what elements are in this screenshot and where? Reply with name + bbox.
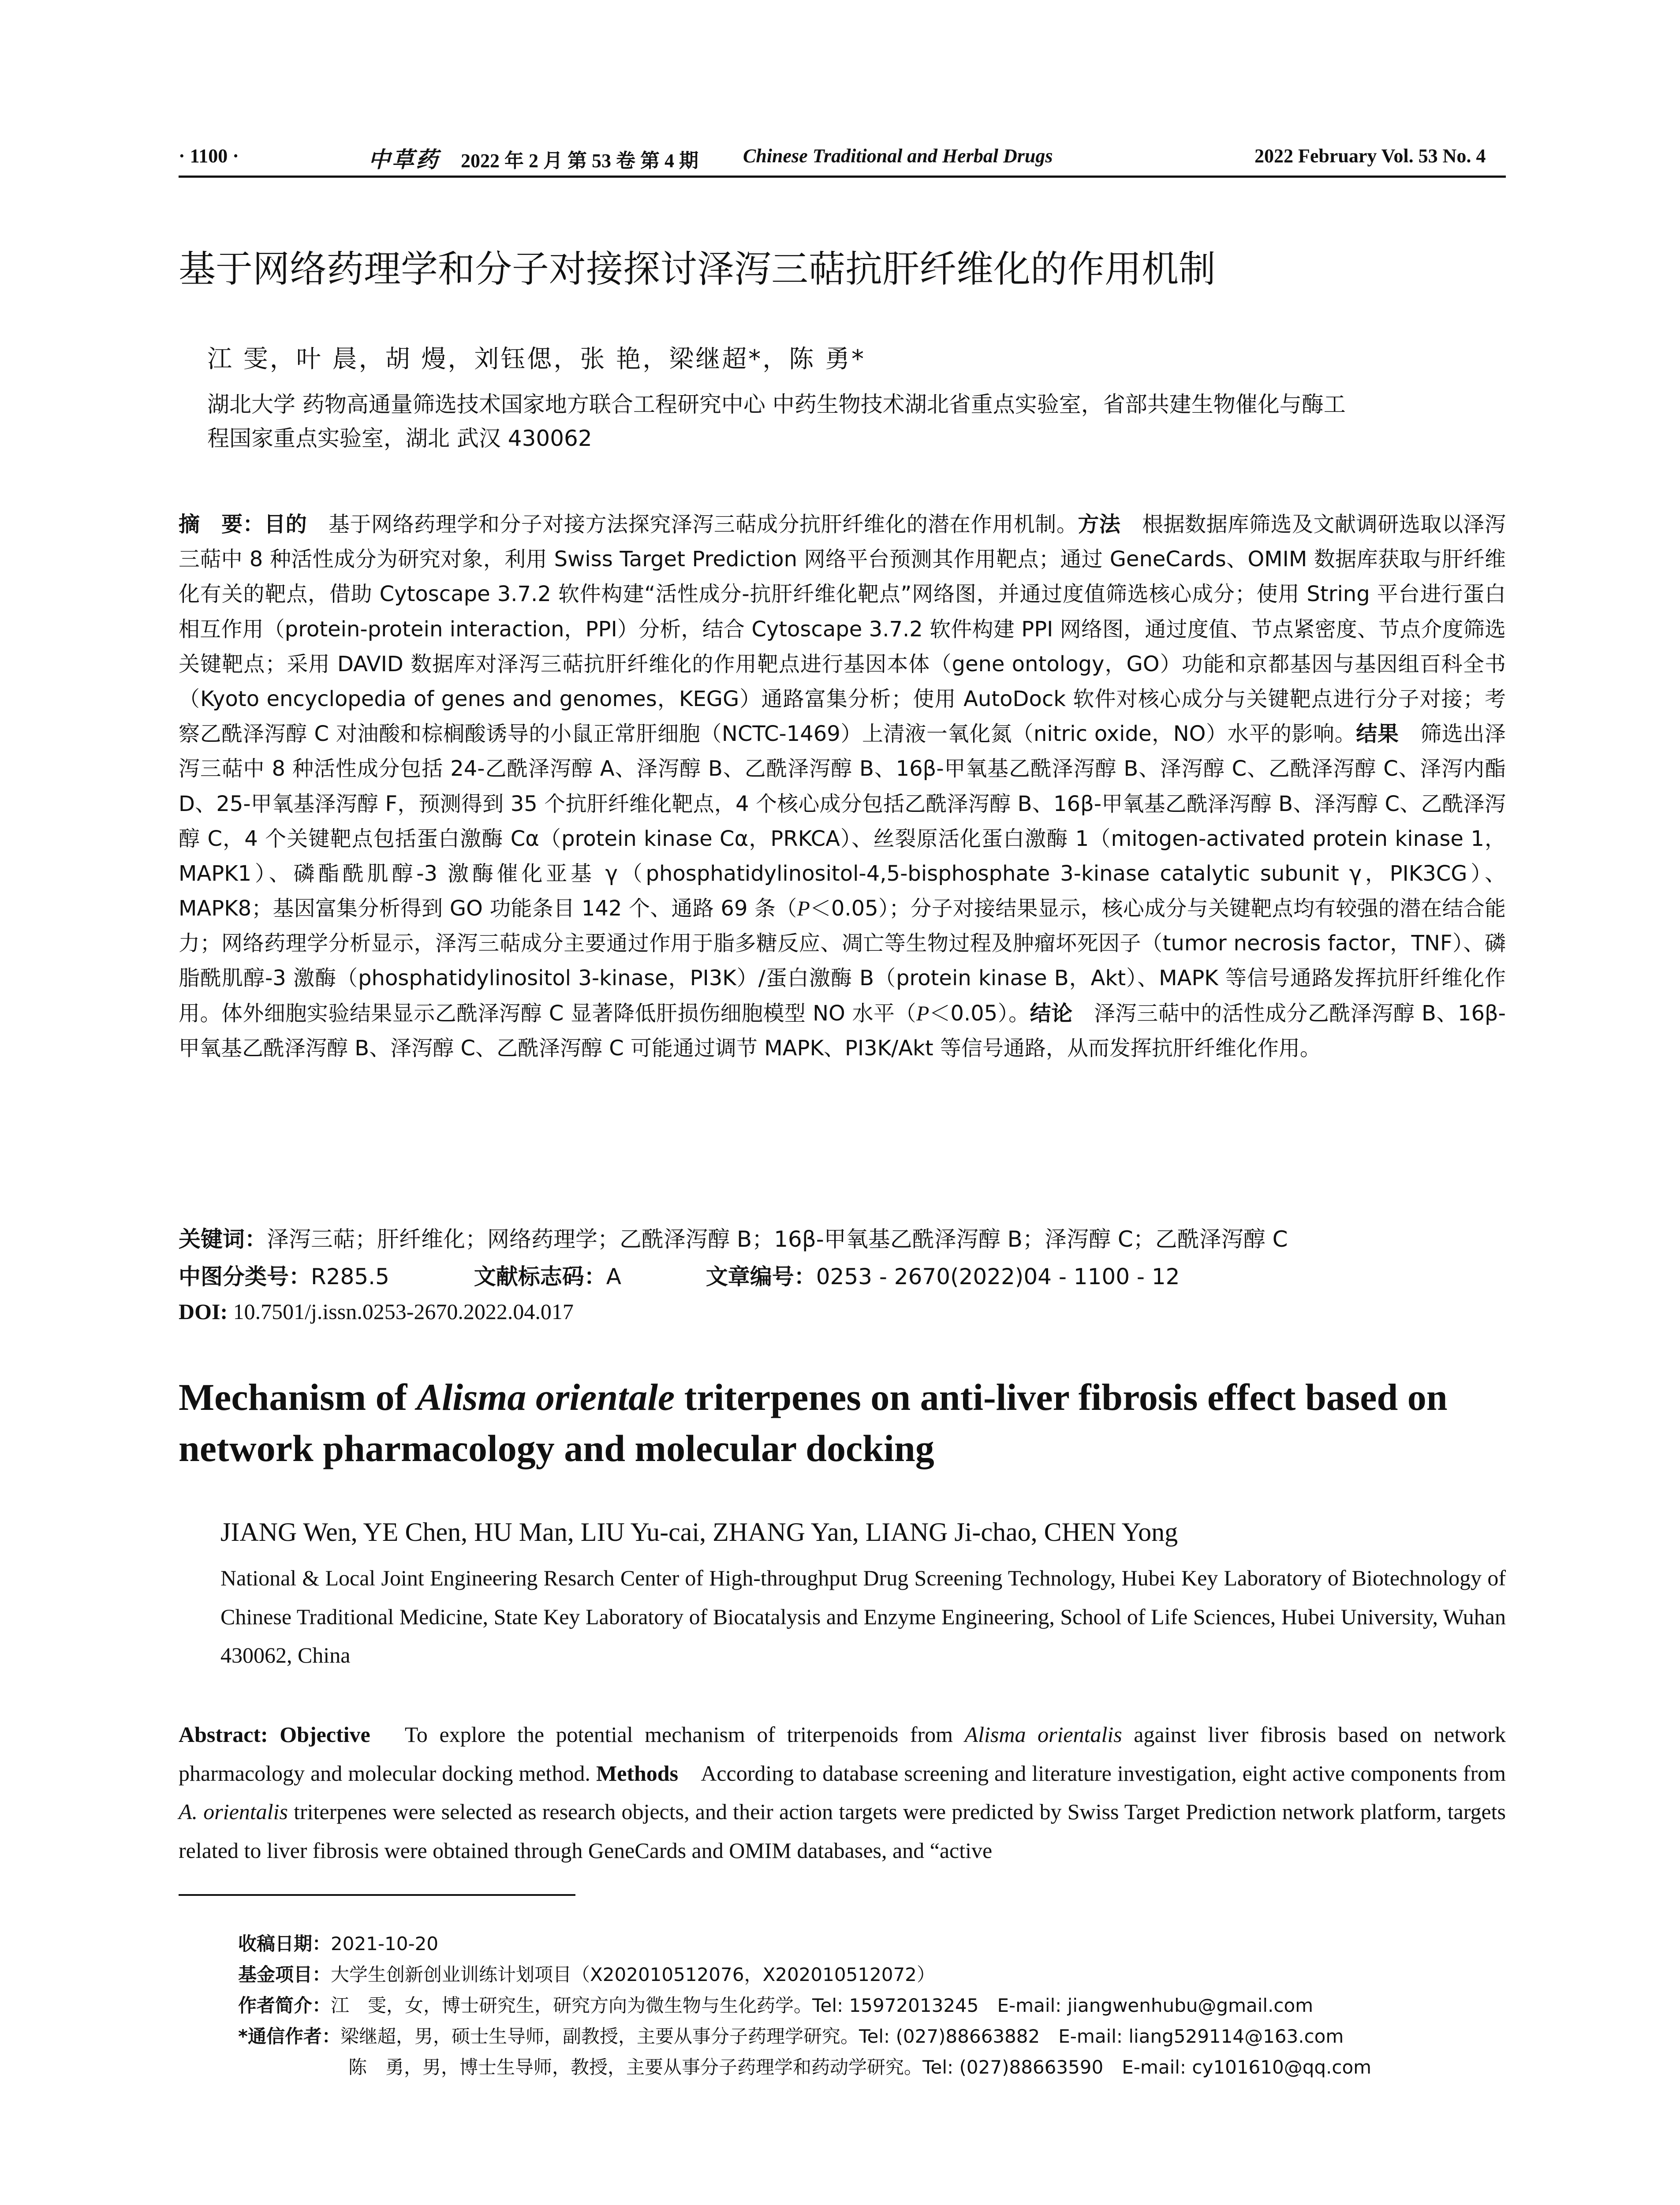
keywords-cn [179,1222,1288,1253]
abstract-cn [179,507,1506,1066]
journal-name-cn: 中草药 [368,147,440,172]
methods-en-text-2: triterpenes were selected as research objects, and their action targets were predicted by Swiss Target Prediction network platform, targets related to liver fibrosis were obtained through GeneCards and OMIM databases, and “active [179,1799,1506,1863]
results-cn-text-2: ＜0.05）；分子对接结果显示，核心成分与关键靶点均有较强的潜在结合能力；网络药理学分析显示，泽泻三萜成分主要通过作用于脂多糖反应、凋亡等生物过程及肿瘤坏死因子（tumor necrosis factor，TNF）、磷脂酰肌醇-3 激酶（phosphatidylinositol 3-kinase，PI3K）/蛋白激酶 B（protein kinase B，Akt）、MAPK 等信号通路发挥抗肝纤维化作用。体外细胞实验结果显示乙酰泽泻醇 C 显著降低肝损伤细胞模型 NO 水平（ [179,896,1506,1026]
received-label: 收稿日期： [238,1933,331,1955]
conclusion-cn-label: 结论 [1030,1001,1073,1026]
authors-cn: 江 雯，叶 晨，胡 熳，刘钰偲，张 艳，梁继超*，陈 勇* [207,345,866,374]
methods-cn-text: 根据数据库筛选及文献调研选取以泽泻三萜中 8 种活性成分为研究对象，利用 Swiss Target Prediction 网络平台预测其作用靶点；通过 GeneCards、OMIM 数据库获取与肝纤维化有关的靶点，借助 Cytoscape 3.7.2 软件构建“活性成分-抗肝纤维化靶点”网络图，并通过度值筛选核心成分；使用 String 平台进行蛋白相互作用（protein-protein interaction，PPI）分析，结合 Cytoscape 3.7.2 软件构建 PPI 网络图，通过度值、节点紧密度、节点介度筛选关键靶点；采用 DAVID 数据库对泽泻三萜抗肝纤维化的作用靶点进行基因本体（gene ontology，GO）功能和京都基因与基因组百科全书（Kyoto encyclopedia of genes and genomes，KEGG）通路富集分析；使用 AutoDock 软件对核心成分与关键靶点进行分子对接；考察乙酰泽泻醇 C 对油酸和棕榈酸诱导的小鼠正常肝细胞（NCTC-1469）上清液一氧化氮（nitric oxide，NO）水平的影响。 [179,512,1506,747]
p-value-symbol: P [797,897,810,921]
conclusion-cn-text: 泽泻三萜中的活性成分乙酰泽泻醇 B、16β-甲氧基乙酰泽泻醇 B、泽泻醇 C、乙酰泽泻醇 C 可能通过调节 MAPK、PI3K/Akt 等信号通路，从而发挥抗肝纤维化作用。 [179,1001,1506,1061]
article-number: 0253 - 2670(2022)04 - 1100 - 12 [816,1264,1180,1289]
bio-label: 作者简介： [238,1995,331,2016]
doc-code: A [606,1264,621,1289]
keywords-cn-label: 关键词： [179,1226,267,1252]
issue-en: 2022 February Vol. 53 No. 4 [1254,145,1486,167]
fund-text: 大学生创新创业训练计划项目（X202010512076，X202010512072） [331,1964,935,1985]
title-en-part-1: Mechanism of [179,1376,417,1418]
title-en-part-2: triterpenes on anti-liver fibrosis effect based on network pharmacology and molecular docking [179,1376,1448,1470]
doc-code-label: 文献标志码： [474,1264,606,1289]
fund-label: 基金项目： [238,1964,331,1985]
title-en-species: Alisma orientale [416,1376,675,1418]
corresponding-author-1: 梁继超，男，硕士生导师，副教授，主要从事分子药理学研究。Tel: (027)88663882 E-mail: liang529114@163.com [340,2026,1344,2047]
clc-label: 中图分类号： [179,1264,311,1289]
objective-en-species: Alisma orientalis [964,1722,1122,1747]
affiliation-en: National & Local Joint Engineering Resarch Center of High-throughput Drug Screening Technology, Hubei Key Laboratory of Biotechnology of Chinese Traditional Medicine, State Key Laboratory of Biocatalysis and Enzyme Engineering, School of Life Sciences, Hubei University, Wuhan 430062, China [220,1566,1506,1667]
methods-en-species: A. orientalis [179,1799,288,1824]
footnote-received [238,1929,438,1956]
affiliation-cn-line-2: 程国家重点实验室，湖北 武汉 430062 [207,426,592,451]
methods-en-label: Methods [596,1760,679,1786]
abstract-cn-label: 摘 要： [179,512,265,537]
issue-cn: 2022 年 2 月 第 53 卷 第 4 期 [461,150,698,172]
p-value-symbol: P [916,1002,930,1025]
affiliation-cn-line-1: 湖北大学 药物高通量筛选技术国家地方联合工程研究中心 中药生物技术湖北省重点实验室，省部共建生物催化与酶工 [207,392,1346,417]
results-cn-label: 结果 [1356,721,1399,747]
classification-line [179,1259,1180,1291]
journal-name-en: Chinese Traditional and Herbal Drugs [743,145,1053,167]
bio-text: 江 雯，女，博士研究生，研究方向为微生物与生化药学。Tel: 15972013245 E-mail: jiangwenhubu@gmail.com [331,1995,1314,2016]
methods-cn-label: 方法 [1078,512,1121,537]
clc-code: R285.5 [311,1264,389,1289]
results-cn-text-1: 筛选出泽泻三萜中 8 种活性成分包括 24-乙酰泽泻醇 A、泽泻醇 B、乙酰泽泻醇 B、16β-甲氧基乙酰泽泻醇 B、泽泻醇 C、乙酰泽泻醇 C、泽泻内酯 D、25-甲氧基泽泻醇 F，预测得到 35 个抗肝纤维化靶点，4 个核心成分包括乙酰泽泻醇 B、16β-甲氧基乙酰泽泻醇 B、泽泻醇 C、乙酰泽泻醇 C，4 个关键靶点包括蛋白激酶 Cα（protein kinase Cα，PRKCA）、丝裂原活化蛋白激酶 1（mitogen-activated protein kinase 1，MAPK1）、磷酯酰肌醇-3 激酶催化亚基 γ（phosphatidylinositol-4,5-bisphosphate 3-kinase catalytic subunit γ，PIK3CG）、MAPK8；基因富集分析得到 GO 功能条目 142 个、通路 69 条（ [179,721,1506,921]
results-cn-text-3: ＜0.05）。 [929,1001,1030,1026]
footnote-corresponding [238,2022,1344,2048]
corresponding-label: *通信作者： [238,2026,340,2047]
abstract-en-label: Abstract: Objective [179,1722,370,1747]
authors-en: JIANG Wen, YE Chen, HU Man, LIU Yu-cai, ZHANG Yan, LIANG Ji-chao, CHEN Yong [220,1517,1178,1547]
footnote-divider [179,1894,575,1896]
article-title-en [179,1372,1506,1474]
objective-cn-text: 基于网络药理学和分子对接方法探究泽泻三萜成分抗肝纤维化的潜在作用机制。 [328,512,1078,537]
doi-line [179,1299,574,1324]
doi-value: 10.7501/j.issn.0253-2670.2022.04.017 [233,1299,574,1324]
footnote-corresponding-2: 陈 勇，男，博士生导师，教授，主要从事分子药理学和药动学研究。Tel: (027)88663590 E-mail: cy101610@qq.com [348,2056,1372,2078]
received-date: 2021-10-20 [331,1933,439,1955]
article-number-label: 文章编号： [706,1264,816,1289]
objective-en-text-2: against liver fibrosis based on network pharmacology and molecular docking method. [179,1722,1506,1786]
page-number: · 1100 · [179,145,239,167]
footnote-author-bio [238,1991,1313,2018]
running-header [179,140,1506,178]
footnote-fund [238,1960,935,1987]
objective-en-text-1: To explore the potential mechanism of triterpenoids from [404,1722,965,1747]
methods-en-text-1: According to database screening and literature investigation, eight active components from [701,1760,1506,1786]
objective-cn-label: 目的 [264,512,307,537]
keywords-cn-text: 泽泻三萜；肝纤维化；网络药理学；乙酰泽泻醇 B；16β-甲氧基乙酰泽泻醇 B；泽泻醇 C；乙酰泽泻醇 C [267,1226,1288,1252]
abstract-en [179,1715,1506,1870]
doi-label: DOI: [179,1299,228,1324]
article-title-cn: 基于网络药理学和分子对接探讨泽泻三萜抗肝纤维化的作用机制 [179,247,1216,291]
